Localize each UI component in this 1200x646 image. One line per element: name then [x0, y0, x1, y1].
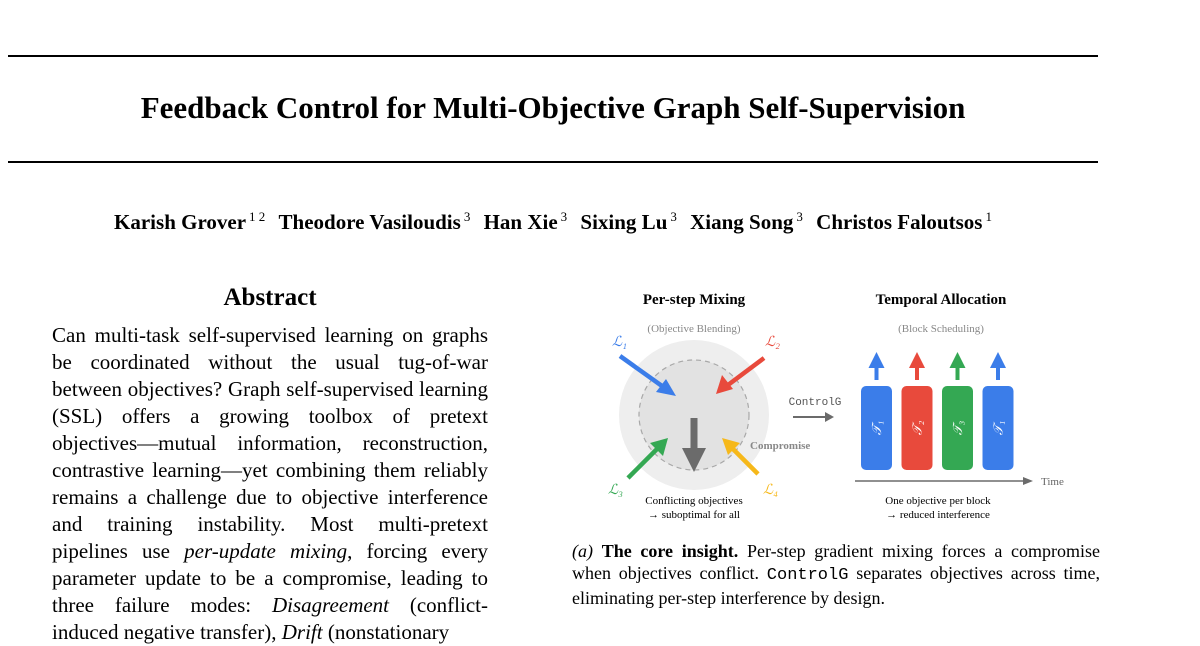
left-panel-subtitle: (Objective Blending) [647, 323, 741, 335]
author-name: Theodore Vasiloudis [278, 210, 461, 234]
task-block [861, 352, 892, 470]
loss-label-l3: ℒ₃ [608, 483, 623, 498]
author-name: Han Xie [483, 210, 558, 234]
author [484, 210, 568, 234]
loss-label-l2: ℒ₂ [765, 335, 780, 350]
task-block-label: 𝒯₁ [990, 420, 1006, 436]
abstract-heading: Abstract [223, 284, 317, 311]
task-update-arrowhead [990, 352, 1006, 368]
abstract-text: (nonstationary [322, 620, 450, 644]
author-name: Sixing Lu [580, 210, 668, 234]
author-name: Xiang Song [690, 210, 794, 234]
left-panel-title: Per-step Mixing [642, 292, 746, 308]
loss-label-l4: ℒ₄ [763, 483, 778, 498]
author-affiliation: 3 [560, 209, 568, 224]
task-update-arrowhead [869, 352, 885, 368]
author [690, 210, 803, 234]
figure-caption [572, 540, 1100, 609]
controller-label: ControlG [788, 397, 842, 409]
right-panel-title: Temporal Allocation [875, 292, 1007, 308]
right-panel-subtitle: (Block Scheduling) [898, 323, 984, 335]
abstract-emphasis: Drift [281, 620, 323, 644]
caption-code: ControlG [766, 566, 849, 585]
author-list [8, 209, 1098, 235]
caption-bold: The core insight. [601, 541, 739, 561]
figure-core-insight [572, 282, 1100, 528]
abstract-text: (conflict-induced negative transfer), [52, 593, 488, 644]
abstract-text: Can multi-task self-supervised learning on graphs be coordinated without the usual tug-of-war between objectives? Graph self-supervised learning (SSL) offers a growing toolbox of pretext objectives—mutual information, reconstruction, contrastive learning—yet combining them reliably remains a challenge due to objective interference and training instability. Most multi-pretext pipelines use [52, 323, 488, 563]
title-rule-top [8, 55, 1098, 57]
task-blocks [861, 352, 1014, 470]
abstract-body [52, 322, 488, 646]
author-affiliation: 1 [985, 209, 992, 224]
caption-text: Per-step gradient mixing forces a compromise when objectives conflict. [572, 541, 1101, 583]
left-panel-footer: → suboptimal for all [648, 509, 740, 521]
task-block [983, 352, 1014, 470]
abstract-emphasis: per-update mixing [184, 539, 348, 563]
author [816, 210, 992, 234]
time-axis [855, 477, 1033, 485]
task-block-label: 𝒯₁ [869, 420, 884, 436]
caption-text: separates objectives across time, eliminating per-step interference by design. [572, 563, 1100, 608]
caption-tag: (a) [572, 541, 593, 561]
author [580, 210, 676, 234]
author-name: Karish Grover [114, 210, 247, 234]
task-block-label: 𝒯₃ [950, 420, 965, 436]
task-block-label: 𝒯₂ [909, 420, 925, 436]
abstract-emphasis: Disagreement [271, 593, 390, 617]
loss-label-l1: ℒ₁ [612, 335, 627, 350]
right-panel-footer: One objective per block [885, 495, 991, 507]
author [114, 210, 265, 234]
author-affiliation: 3 [796, 209, 803, 224]
task-update-arrowhead [909, 352, 925, 368]
author-affiliation: 1 2 [249, 209, 266, 224]
task-update-arrowhead [950, 352, 966, 368]
author-affiliation: 3 [670, 209, 677, 224]
time-axis-label: Time [1041, 476, 1064, 488]
task-block [942, 352, 973, 470]
author [279, 210, 471, 234]
paper-title: Feedback Control for Multi-Objective Graph Self-Supervision [140, 90, 966, 125]
right-panel-footer: → reduced interference [886, 509, 990, 521]
compromise-label: Compromise [750, 440, 811, 452]
task-block [902, 352, 933, 470]
title-rule-bottom [8, 161, 1098, 163]
left-panel-footer: Conflicting objectives [645, 495, 743, 507]
author-affiliation: 3 [463, 209, 471, 224]
transition-arrow [793, 412, 834, 422]
author-name: Christos Faloutsos [816, 210, 983, 234]
abstract-text: , forcing every parameter update to be a compromise, leading to three failure modes: [52, 539, 488, 617]
